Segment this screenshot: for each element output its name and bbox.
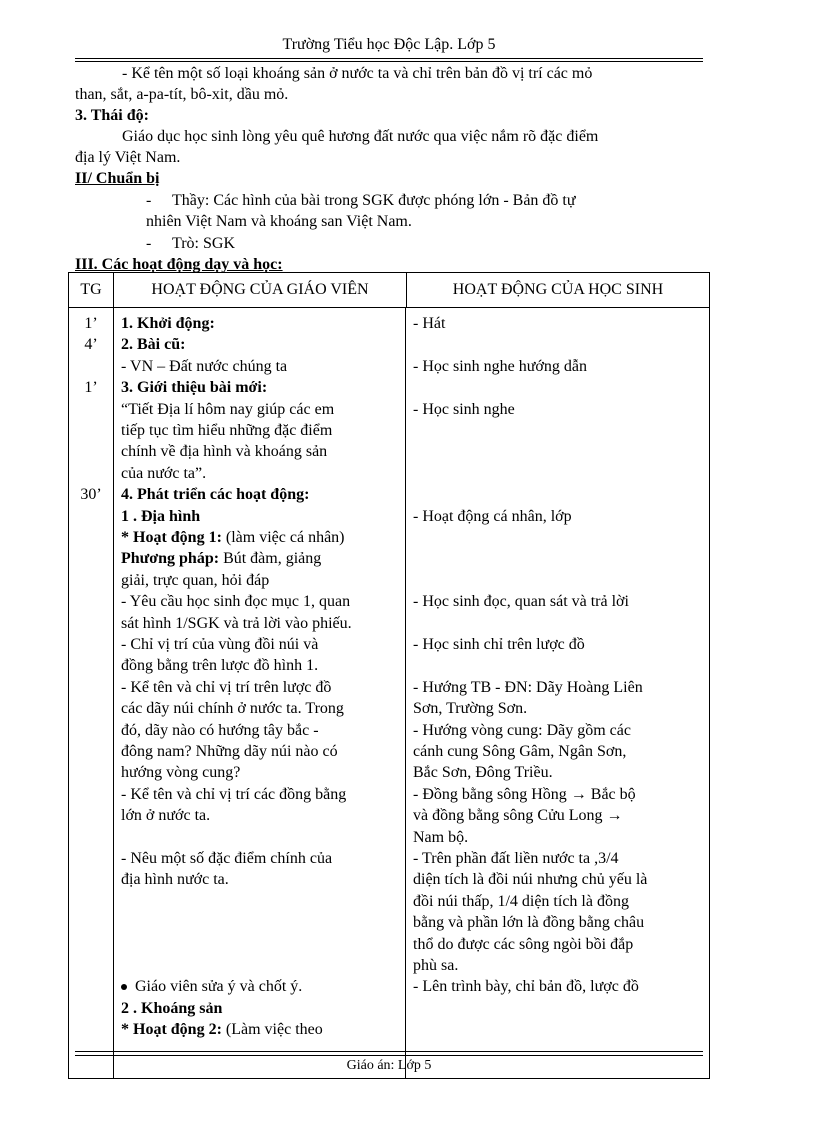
student-line: - Đồng bằng sông Hồng → Bắc bộ (413, 785, 636, 803)
header-student: HOẠT ĐỘNG CỦA HỌC SINH (407, 273, 710, 308)
student-line: - Hoạt động cá nhân, lớp (413, 507, 572, 525)
time-cell: 1’ (84, 379, 98, 397)
teacher-line (121, 420, 332, 441)
teacher-line (121, 506, 200, 527)
teacher-line (121, 634, 318, 655)
student-line: - Hát (413, 315, 446, 332)
teacher-line (121, 805, 210, 826)
student-line: - Học sinh nghe (413, 400, 515, 418)
teacher-line-text: đông nam? Những dãy núi nào có (121, 743, 338, 760)
teacher-line-text: - Kể tên và chỉ vị trí trên lược đồ (121, 678, 332, 696)
time-cell: 30’ (80, 486, 102, 504)
student-line: - Hướng vòng cung: Dãy gồm các (413, 721, 631, 739)
teacher-line (121, 441, 327, 462)
attitude-text: địa lý Việt Nam. (75, 149, 181, 166)
header-time: TG (69, 273, 114, 308)
teacher-line-text: - Nêu một số đặc điểm chính của (121, 850, 333, 867)
student-line: - Lên trình bày, chỉ bản đồ, lược đồ (413, 978, 639, 996)
teacher-line (121, 570, 269, 591)
student-line: thổ do được các sông ngòi bồi đắp (413, 935, 634, 953)
teacher-line-text: giải, trực quan, hỏi đáp (121, 571, 270, 589)
teacher-line (121, 591, 350, 612)
preparation-heading: II/ Chuẩn bị (75, 170, 160, 187)
teacher-line-text: - Kể tên và chỉ vị trí các đồng bằng (121, 785, 347, 803)
teacher-line-bold: Phương pháp: (121, 550, 220, 568)
teacher-line (121, 848, 332, 869)
teacher-line-text: 1 . Địa hình (121, 507, 201, 525)
teacher-line-text: đó, dãy nào có hướng tây bắc - (121, 721, 319, 739)
student-line: Bắc Sơn, Đông Triều. (413, 764, 553, 782)
lesson-table (68, 272, 710, 1079)
teacher-line-text: 1. Khởi động: (121, 315, 215, 332)
teacher-line (121, 377, 267, 398)
teacher-line-text: các dãy núi chính ở nước ta. Trong (121, 700, 344, 718)
activities-heading: III. Các hoạt động dạy và học: (75, 256, 283, 273)
prep-teacher: nhiên Việt Nam và khoáng san Việt Nam. (146, 213, 412, 230)
prep-teacher: Thầy: Các hình của bài trong SGK được phóng lớn - Bản đồ tự (172, 192, 576, 209)
teacher-line (121, 334, 185, 355)
student-line: Nam bộ. (413, 828, 469, 846)
teacher-line (121, 741, 338, 762)
time-cell: 1’ (84, 315, 98, 332)
footer-rule (75, 1051, 703, 1052)
teacher-line-text: “Tiết Địa lí hôm nay giúp các em (121, 400, 335, 418)
teacher-line-text: Bút đàm, giảng (219, 550, 322, 568)
student-line: - Học sinh đọc, quan sát và trả lời (413, 593, 629, 611)
student-line: - Hướng TB - ĐN: Dãy Hoàng Liên (413, 678, 643, 696)
teacher-line-text: hướng vòng cung? (121, 764, 241, 782)
teacher-line (121, 655, 318, 676)
teacher-line-text: - Chỉ vị trí của vùng đồi núi và (121, 636, 319, 653)
objective-line: than, sắt, a-pa-tít, bô-xit, dầu mỏ. (75, 86, 289, 103)
student-line: - Học sinh nghe hướng dẫn (413, 357, 587, 375)
teacher-line-text: 4. Phát triển các hoạt động: (121, 486, 310, 504)
student-line: - Học sinh chỉ trên lược đồ (413, 636, 585, 653)
column-divider (405, 308, 406, 1078)
column-divider (113, 308, 114, 1078)
attitude-text: Giáo dục học sinh lòng yêu quê hương đất nước qua việc nắm rõ đặc điểm (122, 128, 599, 145)
page-header: Trường Tiểu học Độc Lập. Lớp 5 (282, 36, 496, 53)
teacher-line (121, 548, 321, 569)
teacher-line-text: (Làm việc theo (221, 1021, 323, 1039)
teacher-line-text: 2 . Khoáng sản (121, 999, 223, 1017)
teacher-line (121, 1019, 323, 1040)
footer-rule (75, 1055, 703, 1056)
teacher-line (121, 998, 222, 1019)
header-rule (75, 61, 703, 62)
prep-dash: - (146, 192, 152, 209)
teacher-line (121, 698, 344, 719)
prep-dash: - (146, 235, 152, 252)
student-line: - Trên phần đất liền nước ta ,3/4 (413, 850, 619, 867)
teacher-line (121, 463, 206, 484)
teacher-line (121, 313, 215, 334)
teacher-line (121, 784, 346, 805)
student-line: phù sa. (413, 957, 459, 974)
teacher-line (121, 762, 240, 783)
header-rule (75, 58, 703, 59)
prep-student: Trò: SGK (172, 235, 235, 252)
student-line: diện tích là đồi núi nhưng chủ yếu là (413, 871, 648, 889)
student-line: bằng và phần lớn là đồng bằng châu (413, 914, 645, 932)
teacher-line-text: chính về địa hình và khoáng sản (121, 443, 328, 461)
teacher-line (121, 677, 331, 698)
teacher-line-text: 3. Giới thiệu bài mới: (121, 379, 268, 397)
teacher-line-text: tiếp tục tìm hiểu những đặc điểm (121, 422, 333, 439)
teacher-line (121, 484, 309, 505)
teacher-line (121, 613, 352, 634)
teacher-line-text: đồng bằng trên lược đồ hình 1. (121, 657, 319, 675)
teacher-line (121, 527, 345, 548)
table-body (69, 308, 710, 1079)
header-teacher: HOẠT ĐỘNG CỦA GIÁO VIÊN (114, 273, 407, 308)
teacher-line-text: địa hình nước ta. (121, 871, 229, 889)
teacher-bullet-line (121, 976, 302, 997)
teacher-line-text: - Yêu cầu học sinh đọc mục 1, quan (121, 593, 351, 611)
teacher-line-text: của nước ta”. (121, 464, 207, 482)
student-line: đồi núi thấp, 1/4 diện tích là đồng (413, 892, 629, 910)
teacher-line-text: lớn ở nước ta. (121, 807, 211, 825)
teacher-line (121, 356, 287, 377)
objective-line: - Kể tên một số loại khoáng sản ở nước ta và chỉ trên bản đồ vị trí các mỏ (122, 65, 593, 82)
teacher-line-text: Giáo viên sửa ý và chốt ý. (135, 978, 303, 996)
teacher-line (121, 720, 319, 741)
student-line: Sơn, Trường Sơn. (413, 700, 528, 718)
teacher-line-bold: * Hoạt động 1: (121, 529, 222, 546)
teacher-line-text: sát hình 1/SGK và trả lời vào phiếu. (121, 614, 352, 632)
page-footer: Giáo án: Lớp 5 (346, 1058, 432, 1073)
student-line: cánh cung Sông Gâm, Ngân Sơn, (413, 743, 627, 760)
bullet-icon (121, 984, 127, 990)
teacher-line-bold: * Hoạt động 2: (121, 1021, 222, 1039)
teacher-line-text: (làm việc cá nhân) (221, 529, 345, 546)
time-cell: 4’ (84, 336, 98, 354)
teacher-line (121, 869, 229, 890)
teacher-line-text: 2. Bài cũ: (121, 336, 186, 354)
student-line: và đồng bằng sông Cửu Long → (413, 807, 623, 825)
teacher-line (121, 399, 334, 420)
attitude-heading: 3. Thái độ: (75, 107, 149, 124)
teacher-line-text: - VN – Đất nước chúng ta (121, 357, 288, 375)
